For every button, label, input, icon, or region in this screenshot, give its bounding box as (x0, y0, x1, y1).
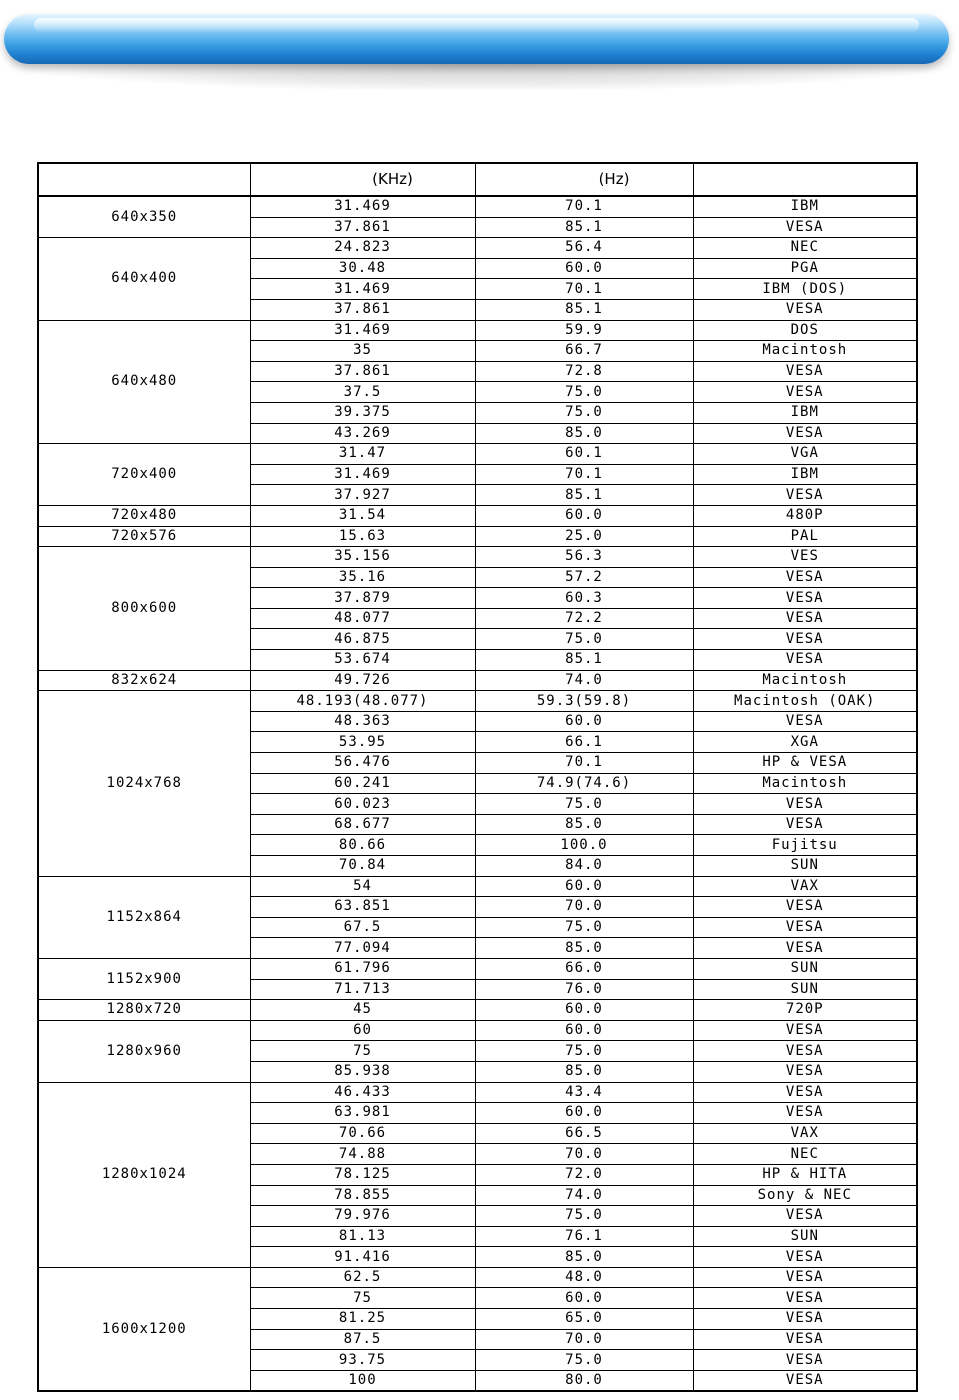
table-row (38, 320, 917, 341)
remark-cell: 480P (693, 505, 917, 526)
vertical-frequency-cell: 100.0 (475, 835, 693, 856)
table-header (38, 163, 917, 196)
remark-cell: VESA (693, 1206, 917, 1227)
header-resolution (38, 163, 250, 196)
horizontal-frequency-cell: 31.469 (250, 196, 475, 217)
horizontal-frequency-cell: 30.48 (250, 258, 475, 279)
horizontal-frequency-cell: 37.861 (250, 299, 475, 320)
table-row (38, 238, 917, 259)
vertical-frequency-cell: 60.0 (475, 258, 693, 279)
horizontal-frequency-cell: 53.95 (250, 732, 475, 753)
remark-cell: VESA (693, 299, 917, 320)
vertical-frequency-cell: 85.1 (475, 217, 693, 238)
table-row (38, 505, 917, 526)
vertical-frequency-cell: 25.0 (475, 526, 693, 547)
horizontal-frequency-cell: 24.823 (250, 238, 475, 259)
remark-cell: VESA (693, 588, 917, 609)
remark-cell: VESA (693, 1103, 917, 1124)
horizontal-frequency-cell: 81.25 (250, 1309, 475, 1330)
vertical-frequency-cell: 74.0 (475, 670, 693, 691)
vertical-frequency-cell: 84.0 (475, 856, 693, 877)
vertical-frequency-cell: 75.0 (475, 629, 693, 650)
resolution-cell: 1152x864 (38, 876, 250, 958)
vertical-frequency-cell: 85.0 (475, 938, 693, 959)
remark-cell: Macintosh (OAK) (693, 691, 917, 712)
vertical-frequency-cell: 70.0 (475, 897, 693, 918)
horizontal-frequency-cell: 74.88 (250, 1144, 475, 1165)
remark-cell: PGA (693, 258, 917, 279)
vertical-frequency-cell: 48.0 (475, 1267, 693, 1288)
remark-cell: NEC (693, 238, 917, 259)
vertical-frequency-cell: 85.0 (475, 1061, 693, 1082)
vertical-frequency-cell: 59.3(59.8) (475, 691, 693, 712)
remark-cell: NEC (693, 1144, 917, 1165)
table-row (38, 876, 917, 897)
horizontal-frequency-cell: 93.75 (250, 1350, 475, 1371)
horizontal-frequency-cell: 71.713 (250, 979, 475, 1000)
vertical-frequency-cell: 75.0 (475, 402, 693, 423)
horizontal-frequency-cell: 31.469 (250, 320, 475, 341)
remark-cell: SUN (693, 856, 917, 877)
header-horizontal-frequency (250, 163, 475, 196)
vertical-frequency-cell: 60.0 (475, 1103, 693, 1124)
remark-cell: VESA (693, 1247, 917, 1268)
horizontal-frequency-cell: 70.66 (250, 1123, 475, 1144)
horizontal-frequency-cell: 91.416 (250, 1247, 475, 1268)
horizontal-frequency-cell: 54 (250, 876, 475, 897)
vertical-frequency-cell: 57.2 (475, 567, 693, 588)
horizontal-frequency-cell: 78.125 (250, 1164, 475, 1185)
remark-cell: VESA (693, 917, 917, 938)
remark-cell: VESA (693, 814, 917, 835)
vertical-frequency-cell: 70.1 (475, 753, 693, 774)
resolution-cell: 720x576 (38, 526, 250, 547)
horizontal-frequency-cell: 61.796 (250, 958, 475, 979)
horizontal-frequency-cell: 48.193(48.077) (250, 691, 475, 712)
vertical-frequency-cell: 70.0 (475, 1329, 693, 1350)
horizontal-frequency-cell: 77.094 (250, 938, 475, 959)
remark-cell: IBM (693, 464, 917, 485)
timing-table (37, 162, 918, 1392)
horizontal-frequency-cell: 31.469 (250, 464, 475, 485)
table-row (38, 691, 917, 712)
horizontal-frequency-cell: 35 (250, 341, 475, 362)
table-row (38, 196, 917, 217)
horizontal-frequency-cell: 85.938 (250, 1061, 475, 1082)
remark-cell: VESA (693, 1061, 917, 1082)
remark-cell: Macintosh (693, 670, 917, 691)
table-row (38, 670, 917, 691)
remark-cell: HP & HITA (693, 1164, 917, 1185)
remark-cell: VESA (693, 794, 917, 815)
horizontal-frequency-cell: 39.375 (250, 402, 475, 423)
table-row (38, 1267, 917, 1288)
table-row (38, 1082, 917, 1103)
remark-cell: VES (693, 547, 917, 568)
remark-cell: HP & VESA (693, 753, 917, 774)
vertical-frequency-cell: 70.1 (475, 279, 693, 300)
vertical-frequency-cell: 74.9(74.6) (475, 773, 693, 794)
remark-cell: SUN (693, 958, 917, 979)
resolution-cell: 1024x768 (38, 691, 250, 876)
header-unit-hz: (Hz) (598, 170, 630, 188)
remark-cell: VESA (693, 897, 917, 918)
horizontal-frequency-cell: 68.677 (250, 814, 475, 835)
resolution-cell: 640x480 (38, 320, 250, 444)
remark-cell: VESA (693, 1329, 917, 1350)
resolution-cell: 640x350 (38, 196, 250, 238)
vertical-frequency-cell: 75.0 (475, 1350, 693, 1371)
remark-cell: XGA (693, 732, 917, 753)
horizontal-frequency-cell: 37.927 (250, 485, 475, 506)
horizontal-frequency-cell: 31.54 (250, 505, 475, 526)
horizontal-frequency-cell: 43.269 (250, 423, 475, 444)
horizontal-frequency-cell: 37.5 (250, 382, 475, 403)
vertical-frequency-cell: 60.0 (475, 1288, 693, 1309)
remark-cell: VAX (693, 876, 917, 897)
resolution-cell: 1152x900 (38, 958, 250, 999)
vertical-frequency-cell: 60.0 (475, 876, 693, 897)
resolution-cell: 1280x1024 (38, 1082, 250, 1267)
horizontal-frequency-cell: 100 (250, 1370, 475, 1391)
remark-cell: VESA (693, 608, 917, 629)
horizontal-frequency-cell: 15.63 (250, 526, 475, 547)
remark-cell: VESA (693, 567, 917, 588)
horizontal-frequency-cell: 60.023 (250, 794, 475, 815)
remark-cell: VESA (693, 361, 917, 382)
vertical-frequency-cell: 75.0 (475, 1041, 693, 1062)
vertical-frequency-cell: 56.3 (475, 547, 693, 568)
table-row (38, 547, 917, 568)
remark-cell: VESA (693, 938, 917, 959)
vertical-frequency-cell: 74.0 (475, 1185, 693, 1206)
vertical-frequency-cell: 60.0 (475, 711, 693, 732)
resolution-cell: 1280x720 (38, 1000, 250, 1021)
table-row (38, 1020, 917, 1041)
vertical-frequency-cell: 80.0 (475, 1370, 693, 1391)
remark-cell: VAX (693, 1123, 917, 1144)
remark-cell: VESA (693, 1288, 917, 1309)
vertical-frequency-cell: 75.0 (475, 1206, 693, 1227)
remark-cell: IBM (693, 196, 917, 217)
horizontal-frequency-cell: 35.156 (250, 547, 475, 568)
vertical-frequency-cell: 66.0 (475, 958, 693, 979)
remark-cell: VESA (693, 1041, 917, 1062)
vertical-frequency-cell: 43.4 (475, 1082, 693, 1103)
horizontal-frequency-cell: 70.84 (250, 856, 475, 877)
vertical-frequency-cell: 72.8 (475, 361, 693, 382)
remark-cell: VESA (693, 711, 917, 732)
horizontal-frequency-cell: 78.855 (250, 1185, 475, 1206)
horizontal-frequency-cell: 37.879 (250, 588, 475, 609)
banner-highlight (34, 18, 919, 32)
remark-cell: 720P (693, 1000, 917, 1021)
remark-cell: VESA (693, 1309, 917, 1330)
vertical-frequency-cell: 76.0 (475, 979, 693, 1000)
horizontal-frequency-cell: 81.13 (250, 1226, 475, 1247)
vertical-frequency-cell: 70.0 (475, 1144, 693, 1165)
table-row (38, 526, 917, 547)
horizontal-frequency-cell: 37.861 (250, 217, 475, 238)
resolution-cell: 1600x1200 (38, 1267, 250, 1391)
vertical-frequency-cell: 85.0 (475, 814, 693, 835)
horizontal-frequency-cell: 87.5 (250, 1329, 475, 1350)
vertical-frequency-cell: 60.3 (475, 588, 693, 609)
remark-cell: VESA (693, 1082, 917, 1103)
vertical-frequency-cell: 66.5 (475, 1123, 693, 1144)
horizontal-frequency-cell: 63.981 (250, 1103, 475, 1124)
remark-cell: Fujitsu (693, 835, 917, 856)
header-row (38, 163, 917, 196)
vertical-frequency-cell: 76.1 (475, 1226, 693, 1247)
vertical-frequency-cell: 85.0 (475, 1247, 693, 1268)
vertical-frequency-cell: 75.0 (475, 382, 693, 403)
horizontal-frequency-cell: 48.363 (250, 711, 475, 732)
remark-cell: IBM (DOS) (693, 279, 917, 300)
vertical-frequency-cell: 85.1 (475, 485, 693, 506)
horizontal-frequency-cell: 35.16 (250, 567, 475, 588)
remark-cell: IBM (693, 402, 917, 423)
horizontal-frequency-cell: 48.077 (250, 608, 475, 629)
horizontal-frequency-cell: 80.66 (250, 835, 475, 856)
horizontal-frequency-cell: 79.976 (250, 1206, 475, 1227)
remark-cell: VESA (693, 1020, 917, 1041)
horizontal-frequency-cell: 75 (250, 1288, 475, 1309)
vertical-frequency-cell: 85.1 (475, 299, 693, 320)
table-row (38, 444, 917, 465)
remark-cell: PAL (693, 526, 917, 547)
vertical-frequency-cell: 60.0 (475, 1000, 693, 1021)
horizontal-frequency-cell: 31.47 (250, 444, 475, 465)
remark-cell: VESA (693, 1350, 917, 1371)
remark-cell: DOS (693, 320, 917, 341)
header-banner (4, 14, 949, 64)
vertical-frequency-cell: 72.2 (475, 608, 693, 629)
vertical-frequency-cell: 85.1 (475, 650, 693, 671)
horizontal-frequency-cell: 31.469 (250, 279, 475, 300)
remark-cell: VESA (693, 629, 917, 650)
remark-cell: Macintosh (693, 773, 917, 794)
resolution-cell: 800x600 (38, 547, 250, 671)
vertical-frequency-cell: 59.9 (475, 320, 693, 341)
remark-cell: SUN (693, 979, 917, 1000)
vertical-frequency-cell: 75.0 (475, 917, 693, 938)
horizontal-frequency-cell: 60.241 (250, 773, 475, 794)
vertical-frequency-cell: 56.4 (475, 238, 693, 259)
horizontal-frequency-cell: 63.851 (250, 897, 475, 918)
resolution-cell: 640x400 (38, 238, 250, 320)
vertical-frequency-cell: 70.1 (475, 464, 693, 485)
remark-cell: SUN (693, 1226, 917, 1247)
table-row (38, 1000, 917, 1021)
horizontal-frequency-cell: 37.861 (250, 361, 475, 382)
remark-cell: VGA (693, 444, 917, 465)
horizontal-frequency-cell: 75 (250, 1041, 475, 1062)
table-row (38, 958, 917, 979)
remark-cell: VESA (693, 1267, 917, 1288)
remark-cell: VESA (693, 650, 917, 671)
horizontal-frequency-cell: 46.875 (250, 629, 475, 650)
remark-cell: VESA (693, 382, 917, 403)
vertical-frequency-cell: 60.1 (475, 444, 693, 465)
header-remark (693, 163, 917, 196)
remark-cell: VESA (693, 1370, 917, 1391)
vertical-frequency-cell: 66.7 (475, 341, 693, 362)
remark-cell: Macintosh (693, 341, 917, 362)
vertical-frequency-cell: 70.1 (475, 196, 693, 217)
horizontal-frequency-cell: 67.5 (250, 917, 475, 938)
resolution-cell: 832x624 (38, 670, 250, 691)
resolution-cell: 1280x960 (38, 1020, 250, 1082)
vertical-frequency-cell: 85.0 (475, 423, 693, 444)
resolution-cell: 720x400 (38, 444, 250, 506)
header-vertical-frequency (475, 163, 693, 196)
vertical-frequency-cell: 60.0 (475, 1020, 693, 1041)
resolution-cell: 720x480 (38, 505, 250, 526)
horizontal-frequency-cell: 60 (250, 1020, 475, 1041)
remark-cell: Sony & NEC (693, 1185, 917, 1206)
vertical-frequency-cell: 75.0 (475, 794, 693, 815)
horizontal-frequency-cell: 45 (250, 1000, 475, 1021)
table-body (38, 196, 917, 1391)
remark-cell: VESA (693, 217, 917, 238)
remark-cell: VESA (693, 423, 917, 444)
vertical-frequency-cell: 72.0 (475, 1164, 693, 1185)
horizontal-frequency-cell: 62.5 (250, 1267, 475, 1288)
remark-cell: VESA (693, 485, 917, 506)
horizontal-frequency-cell: 49.726 (250, 670, 475, 691)
vertical-frequency-cell: 66.1 (475, 732, 693, 753)
horizontal-frequency-cell: 46.433 (250, 1082, 475, 1103)
vertical-frequency-cell: 65.0 (475, 1309, 693, 1330)
horizontal-frequency-cell: 53.674 (250, 650, 475, 671)
header-unit-khz: (KHz) (372, 170, 413, 188)
vertical-frequency-cell: 60.0 (475, 505, 693, 526)
horizontal-frequency-cell: 56.476 (250, 753, 475, 774)
